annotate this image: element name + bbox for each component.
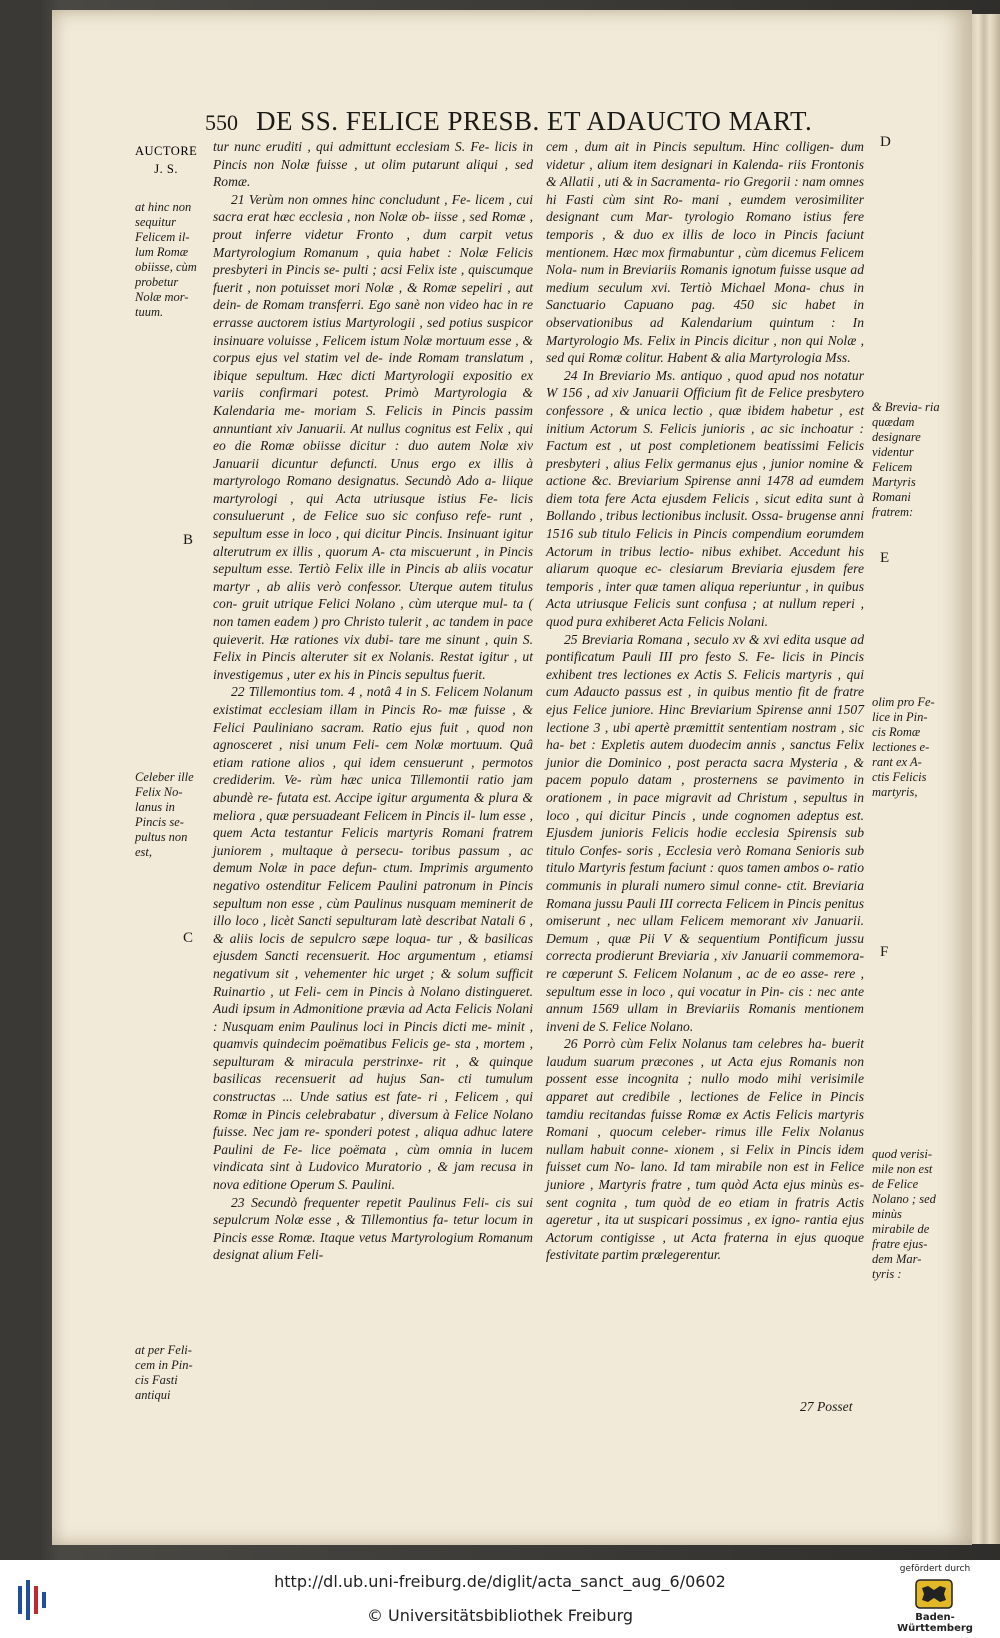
- running-title: DE SS. FELICE PRESB. ET ADAUCTO MART.: [256, 106, 813, 136]
- margin-note-right-1: & Brevia- ria quædam designare videntur Felicem Martyris Romani fratrem:: [872, 400, 940, 519]
- paragraph: tur nunc eruditi , qui admittunt ecclesiam S. Fe- licis in Pincis non Nolæ fuisse , ut olim putarunt aliqui , sed Romæ.: [213, 139, 533, 190]
- viewer-footer: [0, 1560, 1000, 1638]
- catchword: 27 Posset: [800, 1399, 853, 1414]
- paragraph: 26 Porrò cùm Felix Nolanus tam celebres ha- buerit laudum suarum præcones , ut Acta ejus Romanis non possent esse incognita ; nullo modo mihi verisimile apparet aut credibile , lectiones de Felice in Pincis tamdiu recitandas fuisse Romæ ex Actis Felicis martyris Romani , quocum celeber- rimus ille Felix Nolanus nullam habuit conne- xionem , si Felix in Pincis idem fuisset cum No- lano. Id tam mirabile non est in Felice juniore , Martyris fratre , tum quòd Acta ejus minùs es- sent cognita , tum quòd de eo etiam in fratris Actis ageretur , ita ut suspicari possimus , ex igno- rantia ejus Actorum contigisse , ut Acta fraterna in ejus quoque festivitate partim prælegerentur.: [546, 1036, 864, 1263]
- document-url-link[interactable]: http://dl.ub.uni-freiburg.de/diglit/acta_sanct_aug_6/0602: [274, 1572, 726, 1591]
- section-letter-b: B: [183, 532, 194, 548]
- margin-author: [135, 142, 197, 178]
- paragraph: 22 Tillemontius tom. 4 , notâ 4 in S. Felicem Nolanum existimat ecclesiam illam in Pincis Ro- mæ fuisse , & Felici Pauliniano sacram. Ratio ejus fuit , quod non agnosceret , nisi unum Feli- cem Nolæ mortuum. Quâ etiam ratione alios , qui idem censuerunt , permotos crediderim. Ve- rùm hæc unica Tillemontii ratio jam abundè re- futata est. Accipe igitur argumenta & plura & meliora , quæ persuadeant Felicem in Pincis il- lum esse , quem Acta testantur Felicis martyris Romani fratrem juniorem , multaque à persecu- toribus passum , ac demum Nolæ in pace defun- ctum. Imprimis argumento negativo ostenditur Felicem Paulini patronum in Pincis sepultum non esse , cùm Paulinus nusquam meminerit de illo loco , licèt Sancti sepulturam latè describat Natali 6 , & aliis locis de sepulcro sæpe loqua- tur , & basilicas ejusdem Sancti recensuerit. Hoc argumentum , etiamsi negativum sit , vehementer hic urget ; & solum sufficit Ruinartio , ut Feli- cem in Pincis à Nolano distingueret. Audi ipsum in Admonitione prævia ad Acta Felicis Nolani : Nusquam enim Paulinus loci in Pincis dicti me- minit , quamvis quindecim poëmatibus Felicis ge- sta , mortem , sepulturam & miracula perstrinxe- rit , & quinque basilicas recensuerit ad hujus San- cti tumulum constructas ... Unde satius est fate- ri , Felicem , qui Romæ in Pincis celebrabatur , diversum à Felice Nolano fuisse. Nec jam re- sponderi potest , aliqua adhuc latere Paulini de Fe- lice poëmata , cùm omnia in lucem vindicata sint à Ludovico Muratorio , & jam recusa in nova editione Operum S. Paulini.: [213, 684, 533, 1193]
- margin-note-left-1: at hinc non sequitur Felicem il- lum Romæ obiisse, cùm probetur Nolæ mor- tuum.: [135, 200, 197, 319]
- margin-note-right-2: olim pro Fe- lice in Pin- cis Romæ lectiones e- rant ex A- ctis Felicis martyris,: [872, 695, 935, 799]
- text-column-left: [213, 138, 533, 1264]
- margin-note-right-3: quod verisi- mile non est de Felice Nolano ; sed minùs mirabile de fratre ejus- dem Mar- tyris :: [872, 1147, 936, 1281]
- sponsor-label: gefördert durch: [899, 1564, 971, 1574]
- page-number: 550: [205, 110, 238, 135]
- section-letter-d: D: [880, 134, 891, 150]
- section-letter-e: E: [880, 550, 890, 566]
- paragraph: 23 Secundò frequenter repetit Paulinus Feli- cis sui sepulcrum Nolæ esse , & Tillemontius fa- tetur locum in Pincis esse Romæ. Itaque vetus Martyrologium Romanum designat alium Feli-: [213, 1194, 533, 1263]
- author-label: AUCTORE: [135, 144, 198, 158]
- state-seal-icon: [914, 1578, 954, 1610]
- section-letter-f: F: [880, 944, 889, 960]
- paragraph: 24 In Breviario Ms. antiquo , quod apud nos notatur W 156 , ad xiv Januarii Officium fit de Felice presbytero confessore , & unica lectio , quæ ibidem habetur , est initium Actorum S. Felicis junioris , ac sic inchoatur : Factum est , ut post completionem beatissimi Felicis presbyteri , alius Felix germanus ejus , junior nomine & actione &c. Breviarium Spirense anni 1478 ad eumdem diem tota fere Acta ejusdem Felicis , sicut edita sunt à Bollando , tribus lectionibus inclusit. Ossa- brugense anni 1516 sub titulo Felicis in Pincis compendium eorumdem Actorum in tribus lectio- nibus exhibet. Accedunt his aliarum quoque ec- clesiarum Breviaria ejusdem fere temporis , inter quæ tamen aliqua reperiuntur , in quibus Acta utriusque Felicis sunt confusa ; at nullum reperi , quod pura exhiberet Acta Felicis Nolani.: [546, 367, 864, 630]
- paragraph: cem , dum ait in Pincis sepultum. Hinc colligen- dum videtur , alium item designari in Kalenda- riis Frontonis & Allatii , uti & in Sacramenta- rio Gregorii : nam omnes hi Fasti cùm sint Ro- mani , eumdem verosimiliter designant cum Mar- tyrologio Romano istius fere temporis , & duo ex illis de loco in Pincis faciunt mentionem. Hæc mox firmabuntur , cùm dicemus Felicem Nola- num in Breviariis Romanis ignotum fuisse usque ad medium seculum xvi. Tertiò Michael Mona- chus in Sanctuario Capuano pag. 450 sic habet in observationibus ad Kalendarium quintum : In Martyrologio Ms. Felix in Pincis dicitur , non qui Nolæ , sed qui Romæ colitur. Habent & alia Martyrologia Mss.: [546, 139, 864, 366]
- paragraph: 21 Verùm non omnes hinc concludunt , Fe- licem , cui sacra erat hæc ecclesia , non Nolæ ob- iisse , sed Romæ , prout inferre videtur Fronto , dum carpit vetus Martyrologium Romanum , quia habet : Nolæ Felicis presbyteri in Pincis se- pulti ; acsi Felix iste , quiscumque fuerit , non potuisset mori Nolæ , & Romæ sepeliri , aut dein- de Romam transferri. Ego sanè non video hac in re errasse auctorem istius Martyrologii , sed potius suspicor insinuare voluisse , Felicem istum Nolæ mortuum esse , & corpus ejus vel statim vel de- inde Romam translatum , ibique sepultum. Hæc dicti Martyrologii expositio ex variis confirmari potest. Primò Martyrologia & Kalendaria me- moriam S. Felicis in Pincis passim annuntiant xiv Januarii. At nullus cognitus est Felix , qui eo die Romæ obiisse dicitur : duo autem Nolæ xiv Januarii dicuntur defuncti. Unus ergo ex illis à martyrologo Romano designatus. Secundò Ado a- liique martyrologi , qui Acta utriusque istius Fe- licis consuluerunt , de Felice suo sic confuso refe- runt , sepultum esse in loco , qui dicitur Pincis. Insinuant igitur alterutrum ex illis , quorum A- cta miscuerunt , in Pincis sepultum esse. Tertiò Felix ille in Pincis ab aliis vocatur martyr , ab aliis verò confessor. Uterque autem titulus con- gruit utrique Felici Nolano , cùm uterque mul- ta ( non tamen eadem ) pro Christo tulerit , ac tandem in pace quieverit. Hæ rationes vix dubi- tare me sinunt , quin S. Felix in Pincis alteruter sit ex Nolanis. Restat igitur , ut investigemus , uter ex his in Pincis sepultus fuerit.: [213, 191, 533, 682]
- author-initials: J. S.: [154, 162, 178, 176]
- margin-note-left-2: Celeber ille Felix No- lanus in Pincis se- pultus non est,: [135, 770, 194, 859]
- paragraph: 25 Breviaria Romana , seculo xv & xvi edita usque ad pontificatum Pauli III pro festo S. Fe- licis in Pincis exhibent tres lectiones ex Actis S. Felicis martyris , qui cum Adaucto passus est , in quibus mentio fit de fratre ejus Felice juniore. Hinc Breviarium Spirense anni 1507 lectione 3 , ubi apertè præmittit sententiam nostram , sic ha- bet : Expletis autem duodecim annis , sanctus Felix junior die Dominico , post peracta sacra Mysteria , & pacem populo datam , prosternens se pavimento in orationem , in pace migravit ad Christum , sepultus in loco , qui dicitur Pincis , unde cognomen adeptus est. Ejusdem junioris Felicis hodie ecclesia Spirensis sub titulo Confes- soris , Ecclesia verò Romana Senioris sub titulo Martyris festum faciunt : quos tamen ambos o- ratio communis in plurali numero simul conne- ctit. Breviaria Romana jussu Pauli III correcta Felicem in Pincis penitus omiserunt , nec ullam Felicem memorant xiv Januarii. Demum , quæ Pii V & sequentium Pontificum jussu correcta prodierunt Breviaria , xiv Januarii commemora- re cœperunt S. Felicem Nolanum , ac de eo asse- rere , sepultum esse in loco , qui vocatur in Pin- cis : nec ante annum 1569 ullam in Breviariis Romanis mentionem inveni de S. Felice Nolano.: [546, 631, 864, 1034]
- book-page-edge: [972, 14, 1000, 1544]
- margin-note-left-3: at per Feli- cem in Pin- cis Fasti antiqui: [135, 1343, 193, 1402]
- sponsor-name: Baden-Württemberg: [897, 1612, 973, 1634]
- copyright-notice: © Universitätsbibliothek Freiburg: [366, 1606, 634, 1625]
- text-column-right: [546, 138, 864, 1264]
- section-letter-c: C: [183, 930, 194, 946]
- sponsor-block: [880, 1564, 990, 1634]
